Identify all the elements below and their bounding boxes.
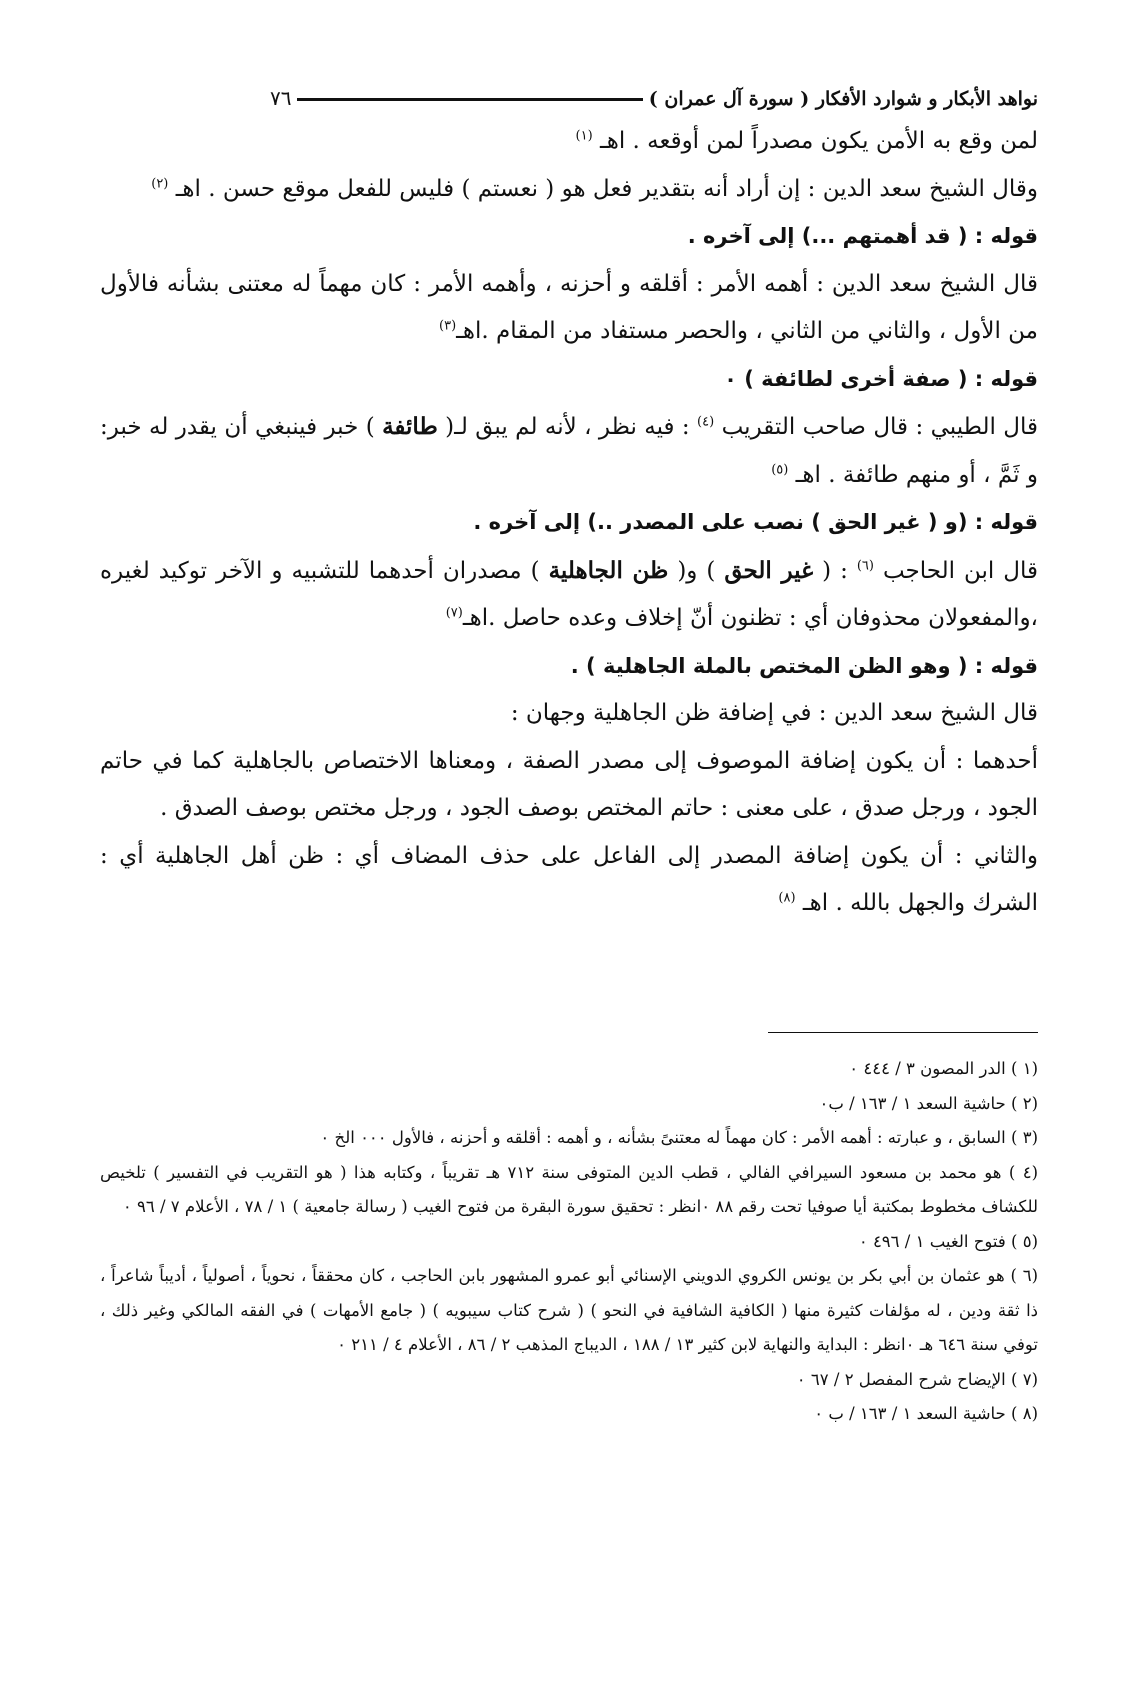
footnote-separator: [768, 1032, 1038, 1033]
header-rule: [297, 98, 642, 101]
footnote-ref: (١): [575, 128, 593, 144]
footnote-ref: (٨): [778, 890, 796, 906]
bold-term: طائفة: [382, 413, 438, 440]
section-heading: قوله : ( صفة أخرى لطائفة ) ٠: [724, 366, 1038, 391]
paragraph: والثاني : أن يكون إضافة المصدر إلى الفاعل على حذف المضاف أي : ظن أهل الجاهلية أي : الشرك والجهل بالله . اهـ $^{(٨)}$: [100, 842, 1038, 916]
footnote-ref: (٣): [439, 318, 457, 334]
footnote: (٣ ) السابق ، و عبارته : أهمه الأمر : كان مهماً له معتنىً بشأنه ، و أهمه : أقلقه و أحزنه ، فالأول ٠٠٠ الخ ٠: [320, 1128, 1038, 1147]
footnotes: [100, 1052, 1038, 1432]
section-heading: قوله : (و ( غير الحق ) نصب على المصدر ..) إلى آخره .: [473, 510, 1038, 534]
paragraph: أحدهما : أن يكون إضافة الموصوف إلى مصدر الصفة ، ومعناها الاختصاص بالجاهلية كما في حاتم الجود ، ورجل صدق ، على معنى : حاتم المختص بوصف الجود ، ورجل مختص بوصف الصدق .: [100, 747, 1038, 821]
footnote: (٤ ) هو محمد بن مسعود السيرافي الفالي ، قطب الدين المتوفى سنة ٧١٢ هـ تقريباً ، وكتابه هذا ( هو التقريب في التفسير ) تلخيص للكشاف مخطوط بمكتبة أيا صوفيا تحت رقم ٨٨ ٠انظر : تحقيق سورة البقرة من فتوح الغيب ( رسالة جامعية ) ١ / ٧٨ ، الأعلام ٧ / ٩٦ ٠: [100, 1162, 1038, 1216]
footnote-ref: (٥): [771, 461, 789, 477]
bold-term: ظن الجاهلية: [548, 556, 669, 584]
paragraph: قال الشيخ سعد الدين : في إضافة ظن الجاهلية وجهان :: [510, 700, 1038, 726]
section-heading: قوله : ( وهو الظن المختص بالملة الجاهلية ) .: [570, 653, 1038, 678]
paragraph: قال الطيبي : قال صاحب التقريب $^{(٤)}$ : فيه نظر ، لأنه لم يبق لـ( طائفة ) خبر فينبغي أن يقدر له خبر: و ثَمَّ ، أو منهم طائفة . اهـ $^{(٥)}$: [100, 413, 1038, 488]
page-header: [270, 76, 1038, 110]
running-title: نواهد الأبكار و شوارد الأفكار ( سورة آل عمران ): [648, 88, 1038, 110]
footnote: (٦ ) هو عثمان بن أبي بكر بن يونس الكروي الدويني الإسنائي أبو عمرو المشهور بابن الحاجب ، كان محققاً ، نحوياً ، أصولياً ، أديباً شاعراً ، ذا ثقة ودين ، له مؤلفات كثيرة منها ( الكافية الشافية في النحو ) ( شرح كتاب سيبويه ) ( جامع الأمهات ) في الفقه المالكي وغير ذلك ، توفي سنة ٦٤٦ هـ ٠انظر : البداية والنهاية لابن كثير ١٣ / ١٨٨ ، الديباج المذهب ٢ / ٨٦ ، الأعلام ٤ / ٢١١ ٠: [100, 1266, 1038, 1354]
main-text: [100, 118, 1038, 928]
footnote: (٨ ) حاشية السعد ١ / ١٦٣ / ب ٠: [814, 1404, 1038, 1423]
paragraph: قال ابن الحاجب $^{(٦)}$ : ( غير الحق ) و( ظن الجاهلية ) مصدران أحدهما للتشبيه و الآخر توكيد لغيره ،والمفعولان محذوفان أي : تظنون أنّ إخلاف وعده حاصل .اهـ$^{(٧)}$: [100, 556, 1038, 631]
footnote: (٢ ) حاشية السعد ١ / ١٦٣ / ب٠: [819, 1093, 1038, 1113]
footnote: (٧ ) الإيضاح شرح المفصل ٢ / ٦٧ ٠: [796, 1369, 1038, 1389]
section-heading: قوله : ( قد أهمتهم ...) إلى آخره .: [687, 224, 1038, 248]
footnote: (٥ ) فتوح الغيب ١ / ٤٩٦ ٠: [858, 1231, 1038, 1251]
bold-term: غير الحق: [724, 556, 814, 584]
footnote-ref: (٤): [697, 414, 715, 430]
footnote-ref: (٦): [856, 557, 874, 573]
footnote-ref: (٧): [445, 605, 463, 621]
paragraph: وقال الشيخ سعد الدين : إن أراد أنه بتقدير فعل هو ( نعستم ) فليس للفعل موقع حسن . اهـ $^{(٢)}$: [151, 175, 1038, 202]
paragraph: لمن وقع به الأمن يكون مصدراً لمن أوقعه . اهـ $^{(١)}$: [575, 128, 1038, 154]
page-number: ٧٦: [270, 86, 292, 110]
paragraph: قال الشيخ سعد الدين : أهمه الأمر : أقلقه و أحزنه ، وأهمه الأمر : كان مهماً له معتنى بشأنه فالأول من الأول ، والثاني من الثاني ، والحصر مستفاد من المقام .اهـ$^{(٣)}$: [100, 270, 1038, 344]
footnote: (١ ) الدر المصون ٣ / ٤٤٤ ٠: [849, 1059, 1038, 1078]
footnote-ref: (٢): [151, 175, 169, 191]
